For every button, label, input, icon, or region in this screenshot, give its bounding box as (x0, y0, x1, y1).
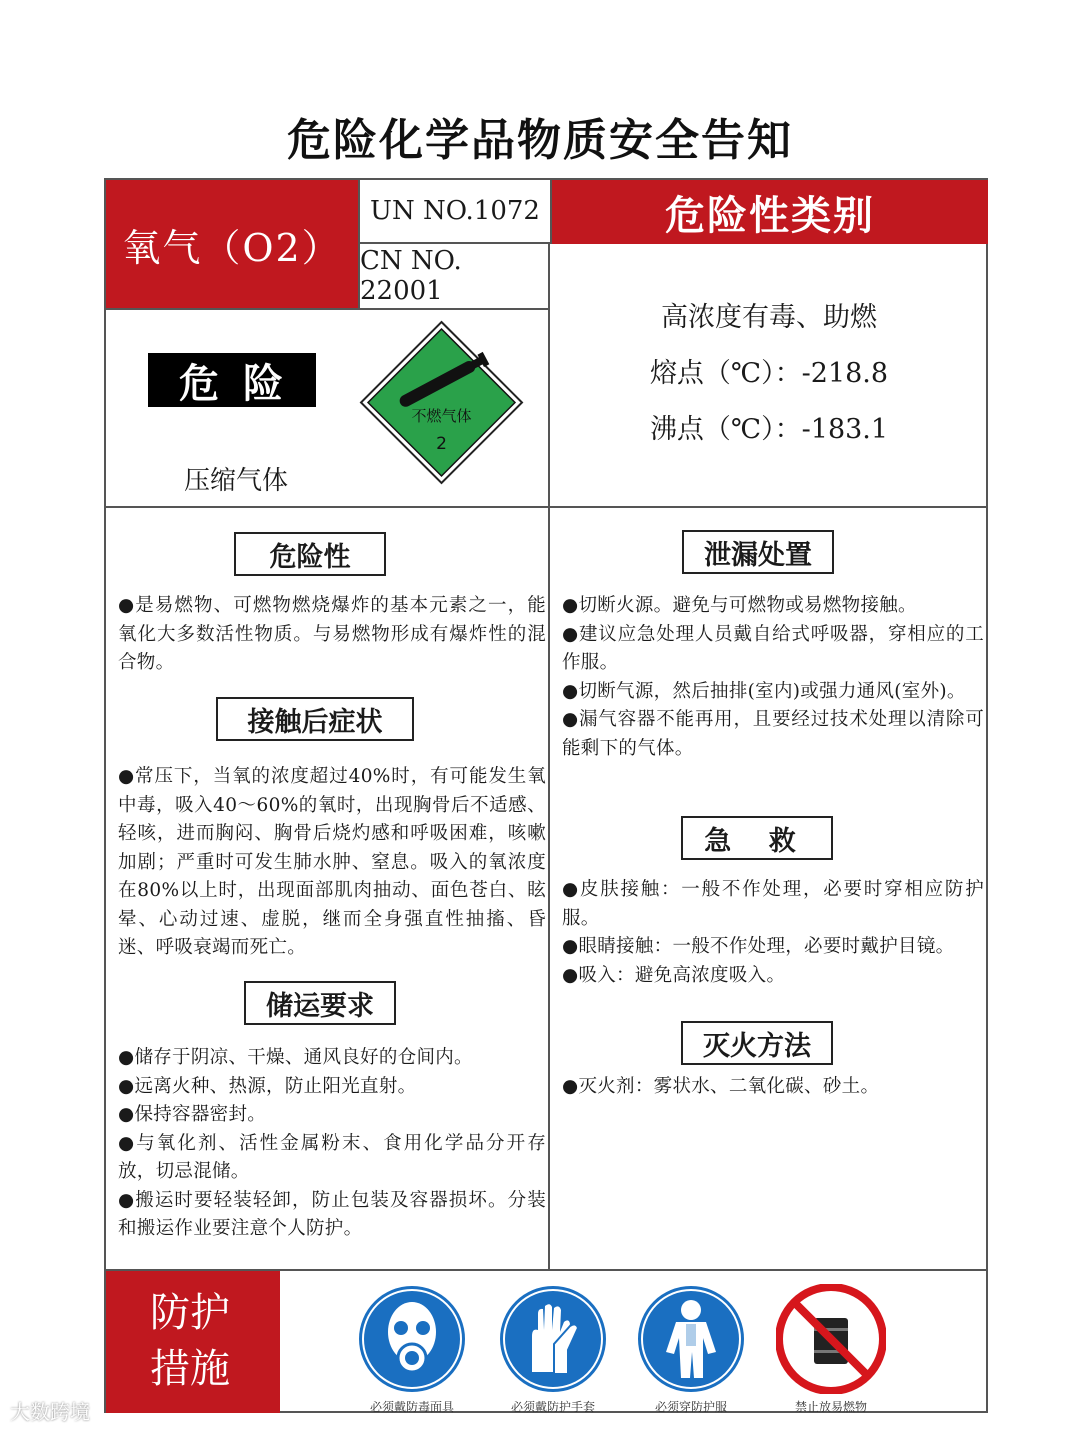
sign-caption: 必须戴防毒面具 (369, 1400, 454, 1414)
first-aid-heading: 急 救 (681, 816, 833, 860)
list-item: ●保持容器密封。 (118, 1104, 267, 1125)
divider (106, 308, 550, 310)
symptoms-text: ●常压下，当氧的浓度超过40%时，有可能发生氧中毒，吸入40～60%的氧时，出现胸骨后不适感、轻咳，进而胸闷、胸骨后烧灼感和呼吸困难，咳嗽加剧；严重时可发生肺水肿、窒息。吸入的氧浓度在80%以上时，出现面部肌肉抽动、面色苍白、眩晕、心动过速、虚脱，继而全身强直性抽搐、昏迷、呼吸衰竭而死亡。 (118, 766, 546, 958)
list-item: ●建议应急处理人员戴自给式呼吸器，穿相应的工作服。 (562, 623, 984, 673)
leak-list (562, 592, 984, 763)
list-item: ●漏气容器不能再用，且要经过技术处理以清除可能剩下的气体。 (562, 709, 984, 759)
storage-heading: 储运要求 (244, 981, 396, 1025)
sign-no-flammables (776, 1284, 886, 1415)
first-aid-list (562, 876, 984, 990)
boiling-point: 沸点（℃）：-183.1 (649, 414, 889, 445)
storage-list (118, 1044, 546, 1244)
danger-label: 危险 (148, 353, 316, 407)
sign-gloves (498, 1284, 608, 1415)
hazard-description: 高浓度有毒、助燃 (661, 302, 877, 333)
gas-mask-icon (357, 1284, 467, 1394)
list-item: ●吸入：避免高浓度吸入。 (562, 964, 786, 986)
chemical-name: 氧气（O2） (106, 180, 358, 308)
protection-heading (106, 1271, 280, 1413)
hazard-text: ●是易燃物、可燃物燃烧爆炸的基本元素之一，能氧化大多数活性物质。与易燃物形成有爆炸性的混合物。 (118, 595, 546, 673)
protective-suit-icon (636, 1284, 746, 1394)
no-flammables-icon (776, 1284, 886, 1394)
list-item: ●切断气源，然后抽排(室内)或强力通风(室外)。 (562, 680, 966, 702)
protection-heading-line: 措施 (150, 1346, 230, 1392)
list-item: ●远离火种、热源，防止阳光直射。 (118, 1075, 417, 1097)
list-item: ●切断火源。避免与可燃物或易燃物接触。 (562, 595, 917, 616)
list-item: ●搬运时要轻装轻卸，防止包装及容器损坏。分装和搬运作业要注意个人防护。 (118, 1189, 546, 1239)
protection-heading-line: 防护 (150, 1290, 230, 1336)
nonflammable-gas-diamond-icon (359, 320, 524, 485)
hazard-category-heading: 危险性类别 (550, 180, 988, 244)
safety-sheet (104, 178, 988, 1413)
cn-number: CN NO. 22001 (358, 244, 550, 308)
diamond-class-number: 2 (436, 434, 447, 454)
list-item: ●眼睛接触：一般不作处理，必要时戴护目镜。 (562, 936, 955, 957)
hazard-properties (550, 290, 988, 458)
gloves-icon (498, 1284, 608, 1394)
watermark: 大数跨境 (10, 1400, 90, 1424)
hazard-heading: 危险性 (234, 532, 386, 576)
fire-fighting-heading: 灭火方法 (681, 1021, 833, 1065)
sign-caption: 必须戴防护手套 (510, 1400, 595, 1414)
leak-heading: 泄漏处置 (682, 530, 834, 574)
fire-fighting-list (562, 1073, 984, 1102)
list-item: ●灭火剂：雾状水、二氧化碳、砂土。 (562, 1076, 880, 1097)
sign-gas-mask (357, 1284, 467, 1415)
un-number: UN NO.1072 (358, 180, 550, 244)
symptoms-heading: 接触后症状 (216, 697, 414, 741)
list-item: ●储存于阴凉、干燥、通风良好的仓间内。 (118, 1047, 473, 1068)
sign-caption: 必须穿防护服 (654, 1400, 727, 1414)
list-item: ●与氧化剂、活性金属粉末、食用化学品分开存放，切忌混储。 (118, 1132, 546, 1182)
melting-point: 熔点（℃）：-218.8 (649, 358, 889, 389)
sign-caption: 禁止放易燃物 (794, 1400, 867, 1414)
page-title: 危险化学品物质安全告知 (287, 115, 793, 166)
list-item: ●皮肤接触：一般不作处理，必要时穿相应防护服。 (562, 879, 984, 929)
physical-state: 压缩气体 (183, 466, 288, 496)
sign-protective-suit (636, 1284, 746, 1415)
divider (106, 506, 988, 508)
diamond-text: 不燃气体 (411, 407, 472, 425)
